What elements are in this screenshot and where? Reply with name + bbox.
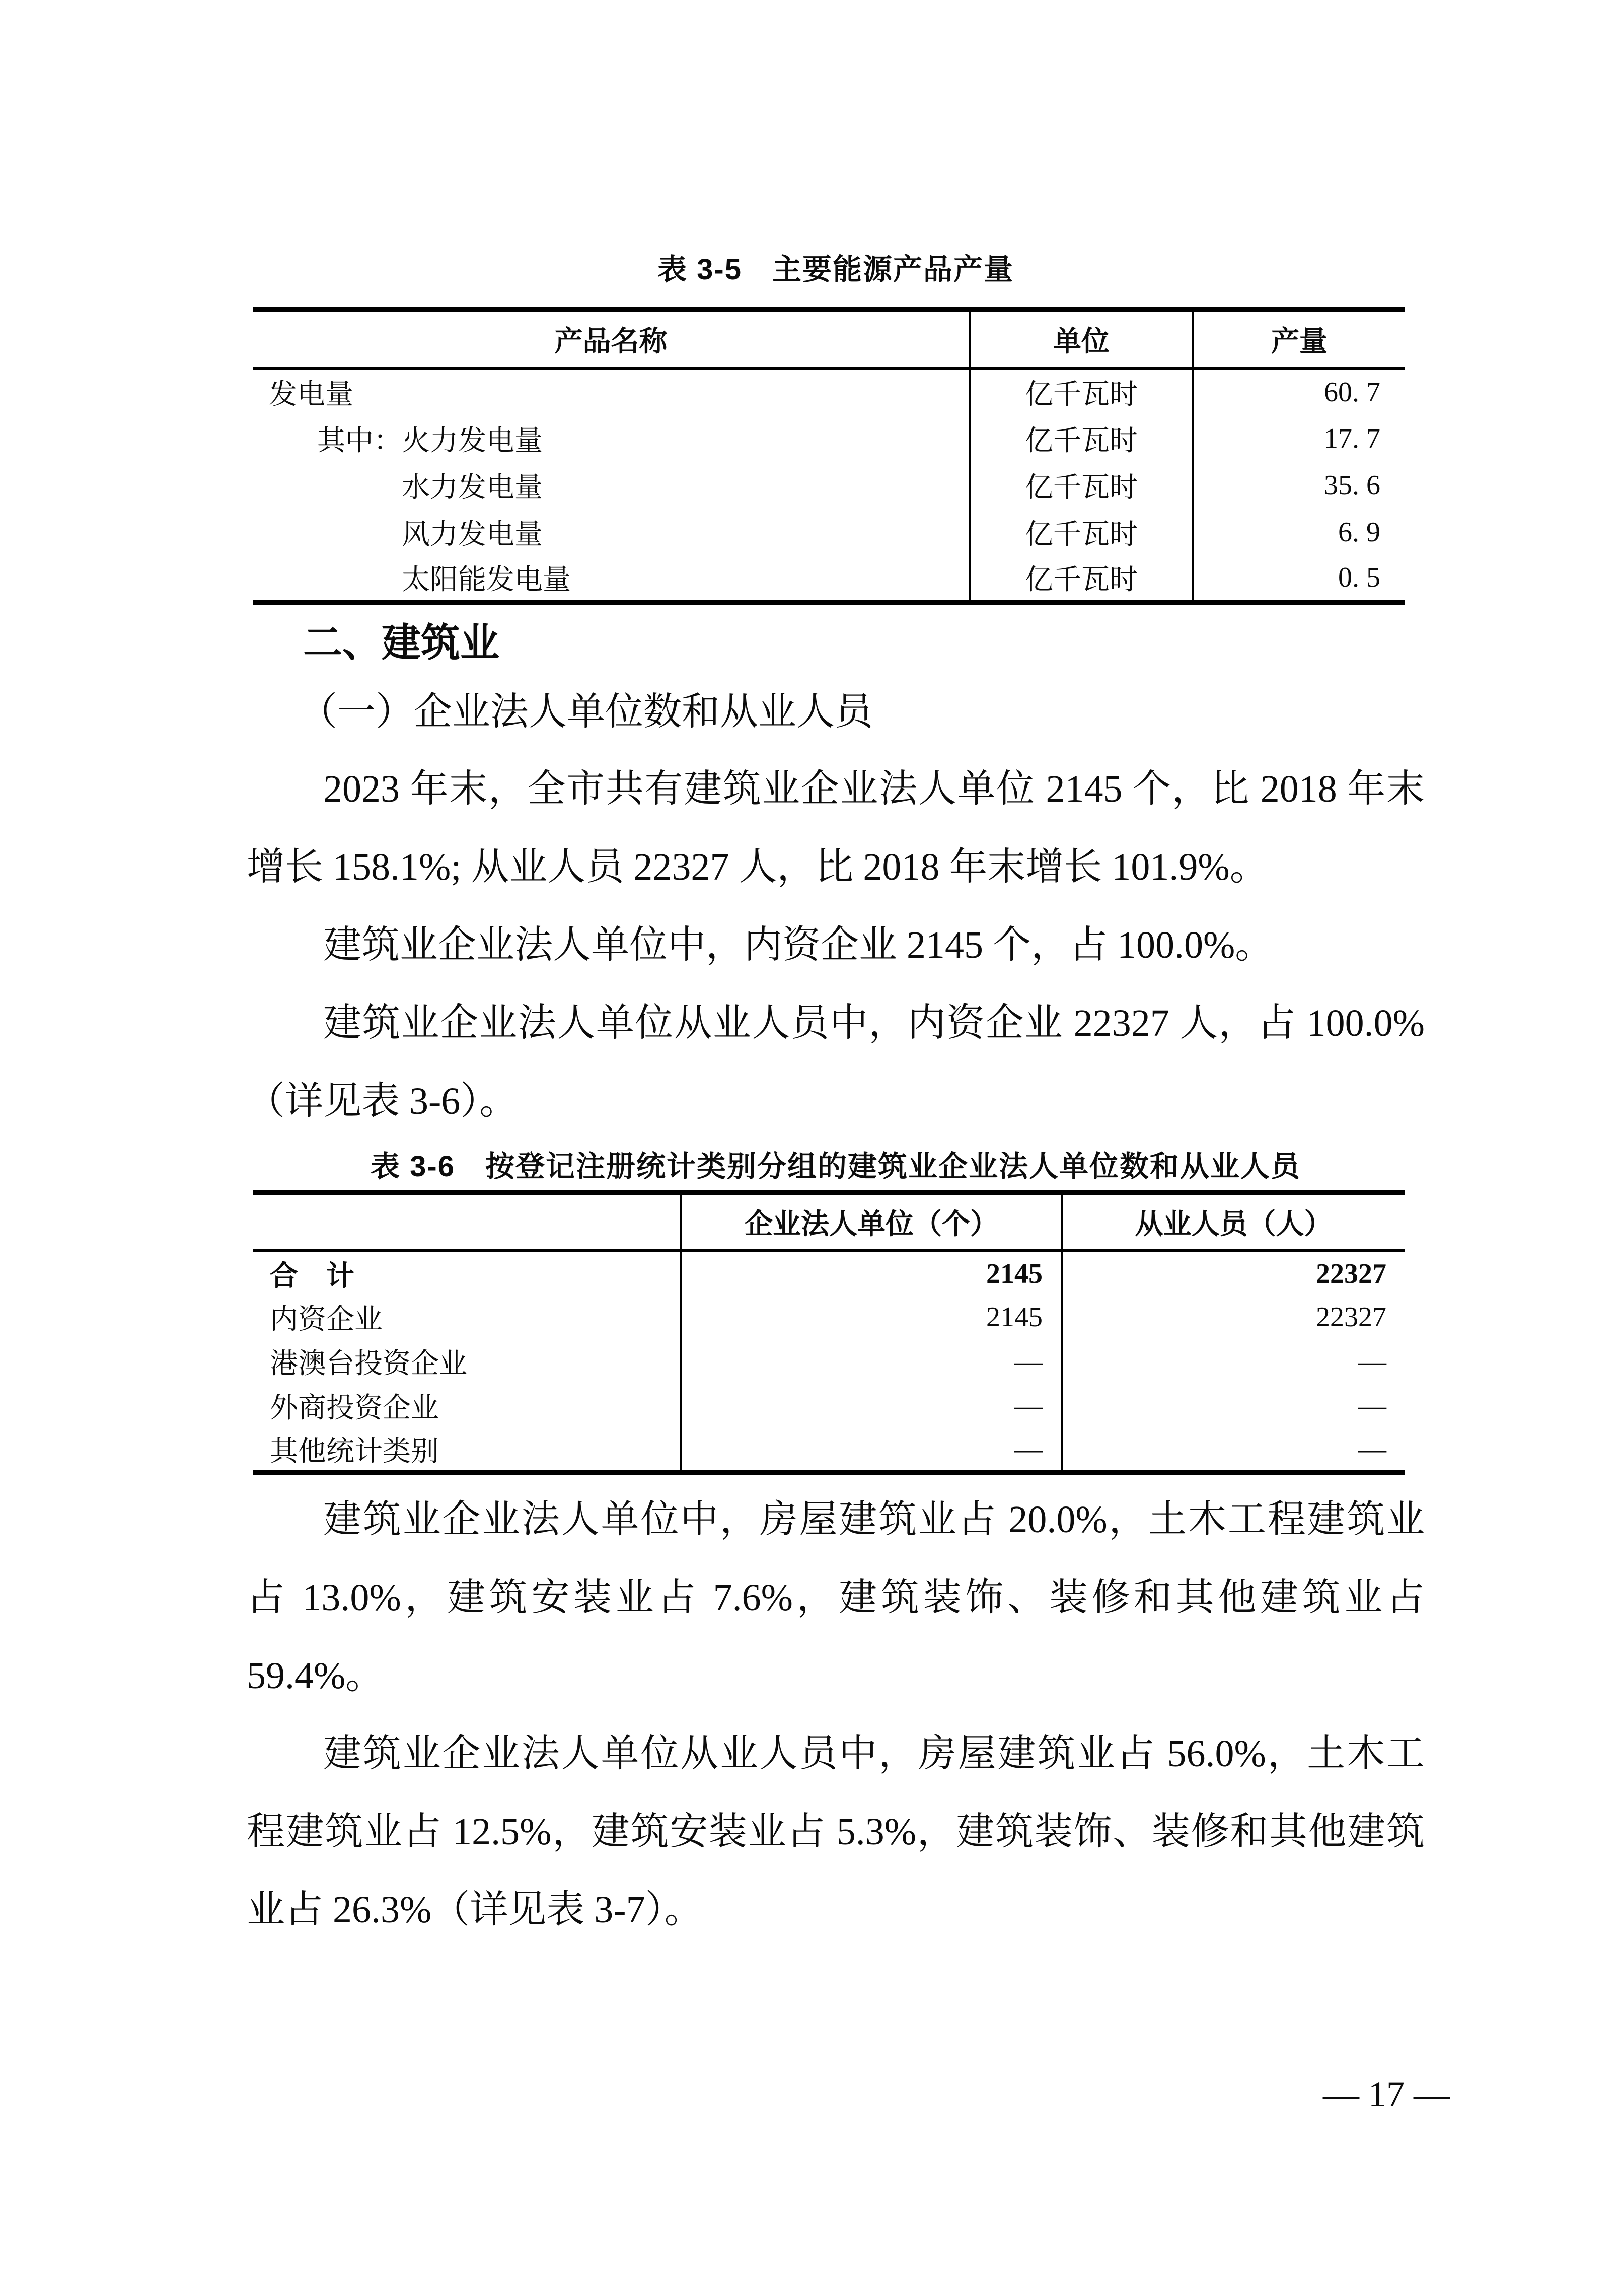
table-row (253, 555, 1405, 602)
table36-title: 表 3-6 按登记注册统计类别分组的建筑业企业法人单位数和从业人员 (371, 1150, 1301, 1183)
body-paragraphs (247, 750, 1425, 1140)
cell-product-name: 发电量 (269, 379, 353, 410)
cell-employees: 22327 (1062, 1295, 1405, 1339)
table-header-row (253, 310, 1405, 368)
cell-product-name: 风力发电量 (402, 519, 543, 550)
cell-output-value: 17. 7 (1193, 415, 1405, 462)
cell-output-value: 60. 7 (1193, 368, 1405, 415)
paragraph-2: 建筑业企业法人单位中，内资企业 2145 个，占 100.0%。 (323, 924, 1274, 966)
cell-legal-units: — (681, 1339, 1062, 1384)
table-row (253, 368, 1405, 415)
col-header-unit: 单位 (970, 310, 1193, 368)
table-header-row (253, 1192, 1405, 1251)
cell-legal-units: 2145 (681, 1251, 1062, 1295)
col-header-output: 产量 (1193, 310, 1405, 368)
paragraph-4: 建筑业企业法人单位中，房屋建筑业占 20.0%，土木工程建筑业占 13.0%，建筑安装业占 7.6%，建筑装饰、装修和其他建筑业占 59.4%。 (247, 1498, 1425, 1697)
table-row (253, 1428, 1405, 1472)
cell-product-name: 太阳能发电量 (402, 564, 571, 596)
cell-employees: — (1062, 1428, 1405, 1472)
cell-category: 内资企业 (270, 1304, 383, 1335)
cell-unit: 亿千瓦时 (970, 368, 1193, 415)
table-row (253, 1295, 1405, 1339)
col-header-legal-units: 企业法人单位（个） (681, 1192, 1062, 1251)
cell-legal-units: — (681, 1428, 1062, 1472)
paragraph-5: 建筑业企业法人单位从业人员中，房屋建筑业占 56.0%，土木工程建筑业占 12.5%，建筑安装业占 5.3%，建筑装饰、装修和其他建筑业占 26.3%（详见表 3-7）。 (247, 1733, 1425, 1931)
section-heading: 二、建筑业 (303, 620, 500, 665)
paragraph-1: 2023 年末，全市共有建筑业企业法人单位 2145 个，比 2018 年末增长 158.1%; 从业人员 22327 人，比 2018 年末增长 101.9%。 (247, 768, 1425, 888)
table-row (253, 1384, 1405, 1428)
table35-title: 表 3-5 主要能源产品产量 (657, 253, 1014, 286)
page-number: — 17 — (1323, 2074, 1450, 2114)
table-row (253, 462, 1405, 509)
cell-legal-units: — (681, 1384, 1062, 1428)
cell-employees: 22327 (1062, 1251, 1405, 1295)
cell-legal-units: 2145 (681, 1295, 1062, 1339)
cell-product-name: 其中：火力发电量 (317, 425, 543, 457)
cell-employees: — (1062, 1339, 1405, 1384)
paragraph-3: 建筑业企业法人单位从业人员中，内资企业 22327 人，占 100.0%（详见表 3-6）。 (247, 1002, 1425, 1122)
cell-output-value: 0. 5 (1193, 555, 1405, 602)
table-construction-enterprises (253, 1190, 1405, 1475)
sub-section-heading: （一）企业法人单位数和从业人员 (299, 691, 873, 733)
table-row (253, 1339, 1405, 1384)
page-content (247, 252, 1450, 2114)
cell-output-value: 35. 6 (1193, 462, 1405, 509)
col-header-category (253, 1192, 681, 1251)
table-row (253, 415, 1405, 462)
cell-output-value: 6. 9 (1193, 509, 1405, 555)
cell-unit: 亿千瓦时 (970, 555, 1193, 602)
cell-category: 其他统计类别 (270, 1436, 439, 1467)
table-row (253, 509, 1405, 555)
body-paragraphs (247, 1481, 1425, 1949)
cell-category: 外商投资企业 (270, 1393, 439, 1424)
cell-category: 合 计 (270, 1259, 354, 1292)
table-row-total (253, 1251, 1405, 1295)
cell-unit: 亿千瓦时 (970, 415, 1193, 462)
col-header-employees: 从业人员（人） (1062, 1192, 1405, 1251)
cell-unit: 亿千瓦时 (970, 509, 1193, 555)
col-header-product-name: 产品名称 (253, 310, 970, 368)
cell-unit: 亿千瓦时 (970, 462, 1193, 509)
table-energy-output (253, 307, 1405, 605)
cell-employees: — (1062, 1384, 1405, 1428)
cell-category: 港澳台投资企业 (270, 1348, 467, 1380)
cell-product-name: 水力发电量 (402, 472, 543, 504)
